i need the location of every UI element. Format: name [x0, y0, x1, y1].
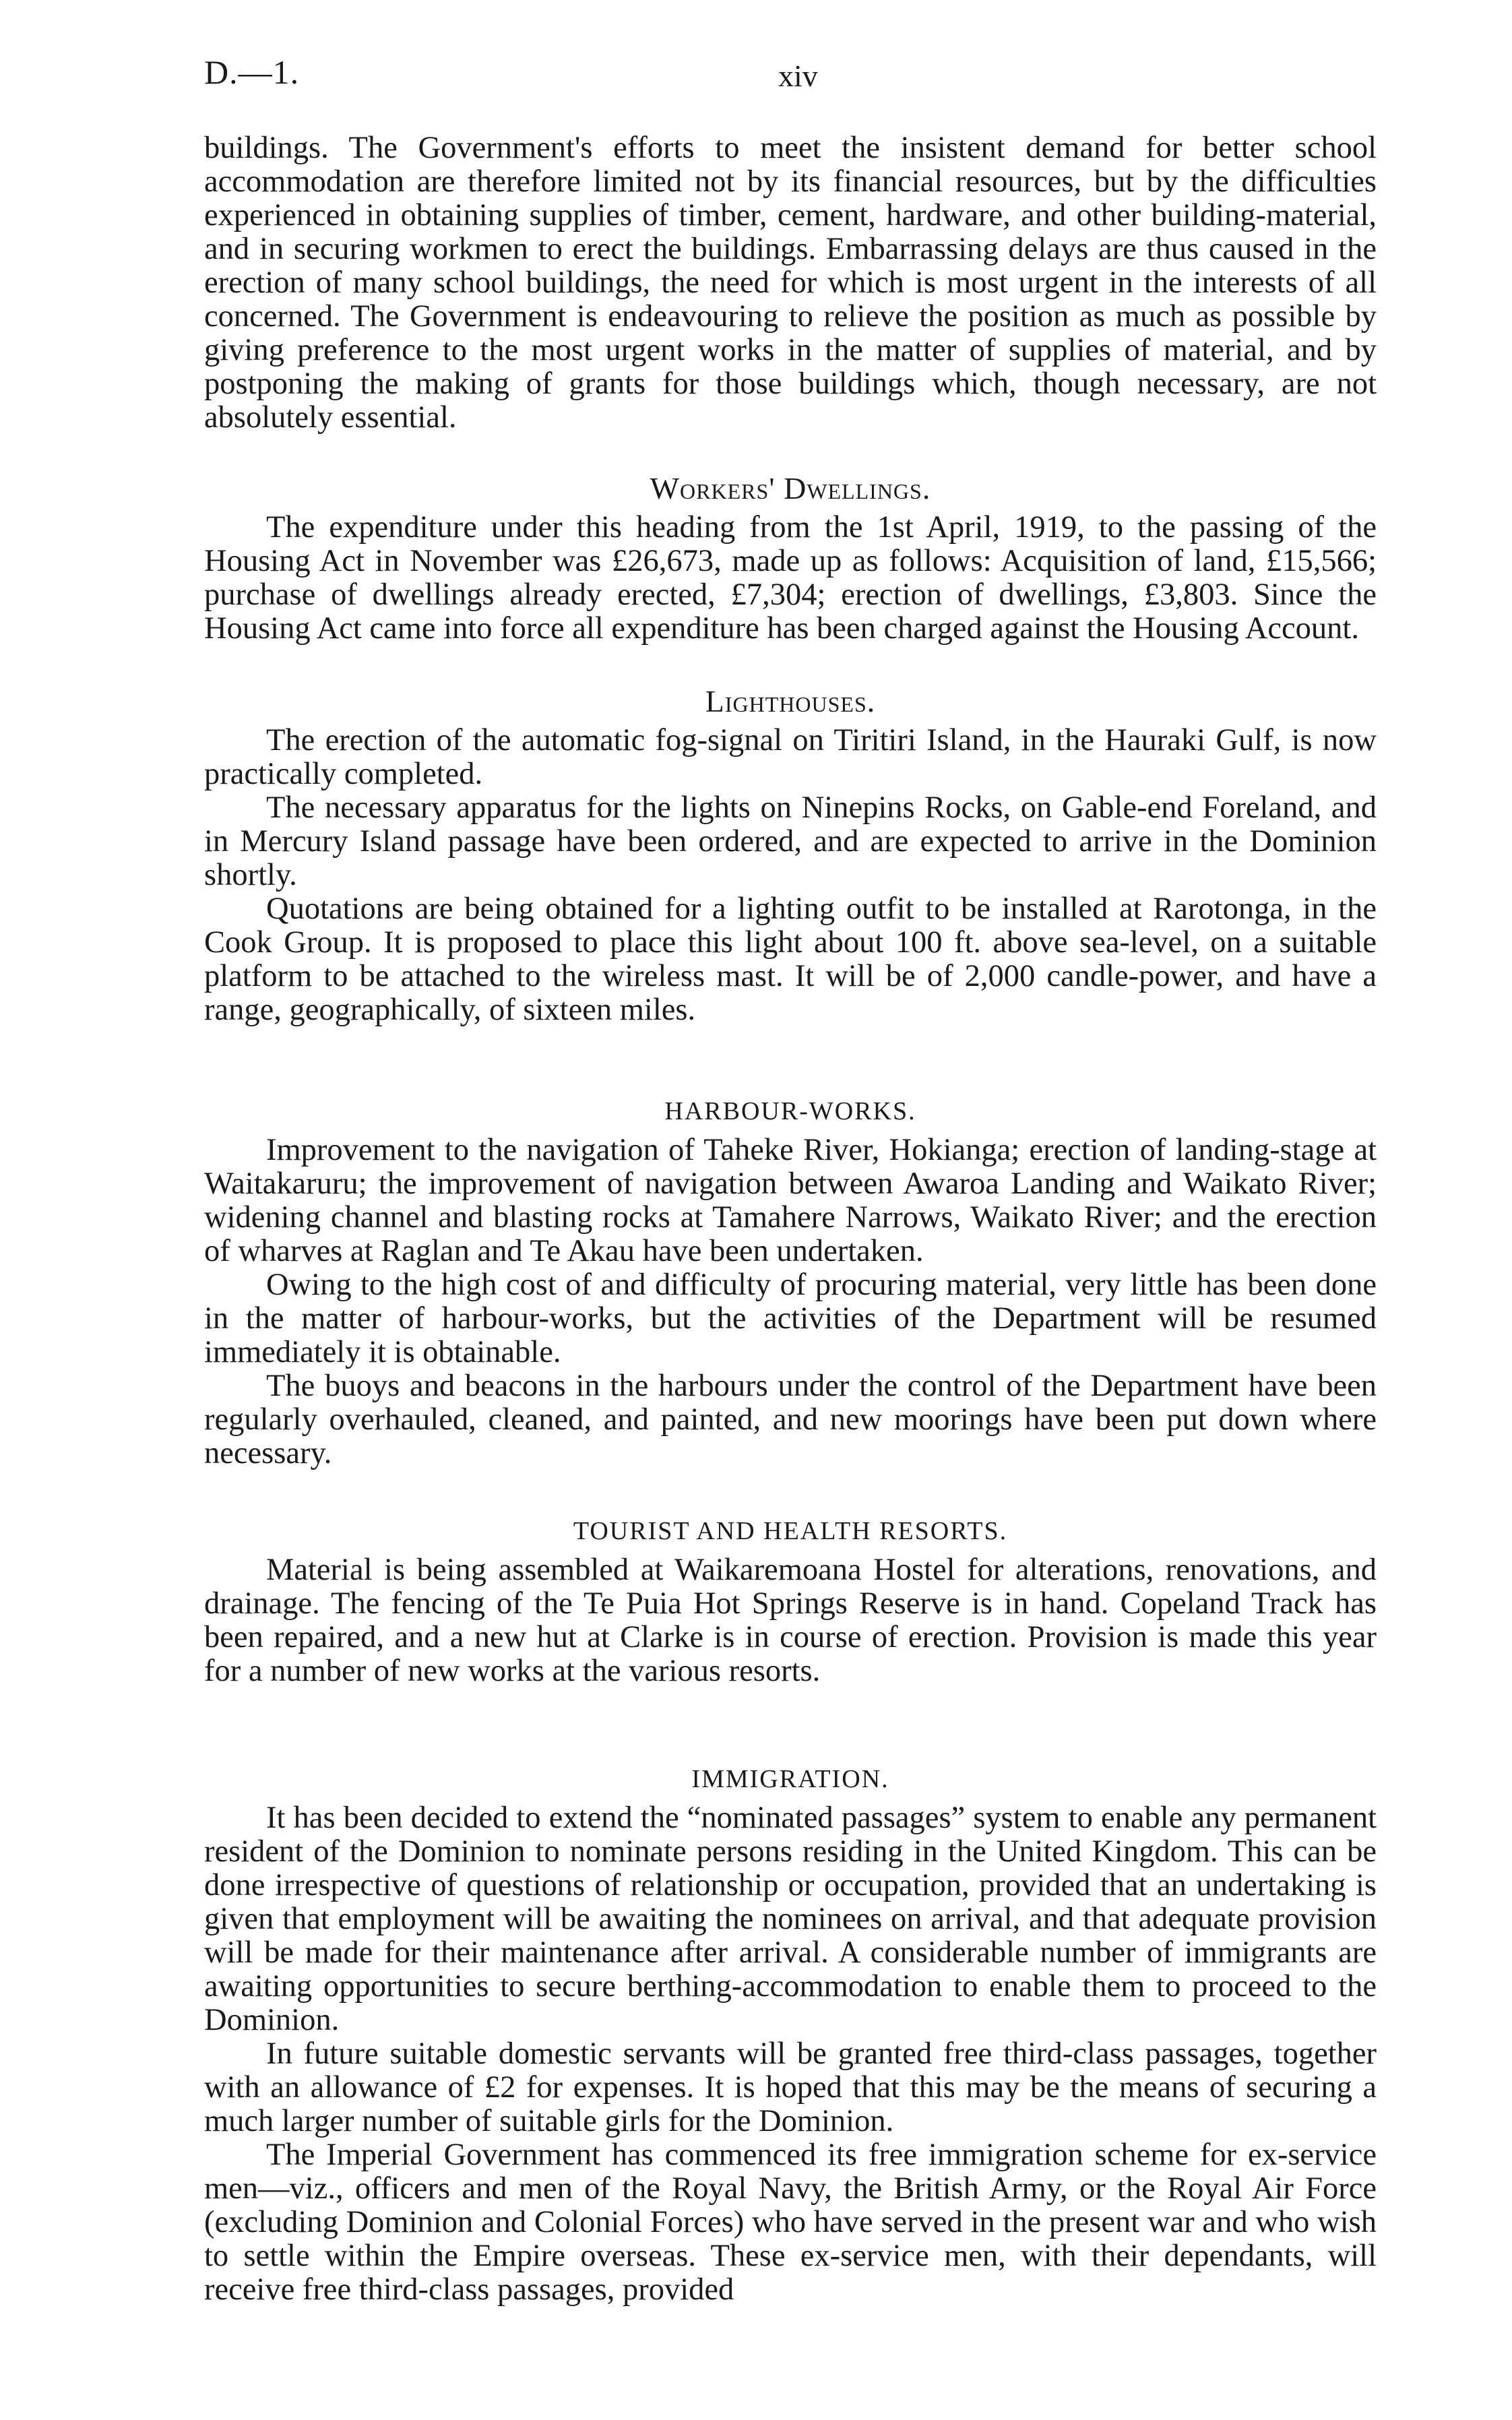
immigration-paragraph-1: It has been decided to extend the “nominated passages” system to enable any permanent resident of the Dominion to nominate persons residing in the United Kingdom. This can be done irrespective of questions of relationship or occupation, provided that an undertaking is given that employment will be awaiting the nominees on arrival, and that adequate provision will be made for their maintenance after arrival. A considerable number of immigrants are awaiting opportunities to secure berthing-accommodation to enable them to proceed to the Dominion.	[204, 1801, 1377, 2037]
immigration-paragraph-3: The Imperial Government has commenced its free immigration scheme for ex-service men—viz., officers and men of the Royal Navy, the British Army, or the Royal Air Force (excluding Dominion and Colonial Forces) who have served in the present war and who wish to settle within the Empire overseas. These ex-service men, with their dependants, will receive free third-class passages, provided	[204, 2138, 1377, 2307]
document-body	[204, 131, 1377, 2307]
tourist-paragraph-1: Material is being assembled at Waikaremoana Hostel for alterations, renovations, and drainage. The fencing of the Te Puia Hot Springs Reserve is in hand. Copeland Track has been repaired, and a new hut at Clarke is in course of erection. Provision is made this year for a number of new works at the various resorts.	[204, 1553, 1377, 1688]
immigration-paragraph-2: In future suitable domestic servants will be granted free third-class passages, together with an allowance of £2 for expenses. It is hoped that this may be the means of securing a much larger number of suitable girls for the Dominion.	[204, 2037, 1377, 2138]
heading-harbour-works: HARBOUR-WORKS.	[664, 1097, 916, 1125]
lighthouses-paragraph-1: The erection of the automatic fog-signal on Tiritiri Island, in the Hauraki Gulf, is now practically completed.	[204, 723, 1377, 791]
heading-workers-dwellings: Workers' Dwellings.	[650, 471, 931, 505]
workers-paragraph-1: The expenditure under this heading from the 1st April, 1919, to the passing of the Housing Act in November was £26,673, made up as follows: Acquisition of land, £15,566; purchase of dwellings already erected, £7,304; erection of dwellings, £3,803. Since the Housing Act came into force all expenditure has been charged against the Housing Account.	[204, 510, 1377, 646]
heading-immigration: IMMIGRATION.	[691, 1765, 889, 1793]
harbour-paragraph-3: The buoys and beacons in the harbours under the control of the Department have been regularly overhauled, cleaned, and painted, and new moorings have been put down where necessary.	[204, 1369, 1377, 1470]
lighthouses-paragraph-3: Quotations are being obtained for a lighting outfit to be installed at Rarotonga, in the Cook Group. It is proposed to place this light about 100 ft. above sea-level, on a suitable platform to be attached to the wireless mast. It will be of 2,000 candle-power, and have a range, geographically, of sixteen miles.	[204, 892, 1377, 1027]
heading-lighthouses: Lighthouses.	[705, 684, 876, 718]
lighthouses-paragraph-2: The necessary apparatus for the lights on Ninepins Rocks, on Gable-end Foreland, and in Mercury Island passage have been ordered, and are expected to arrive in the Dominion shortly.	[204, 790, 1377, 892]
heading-tourist-health-resorts: TOURIST AND HEALTH RESORTS.	[573, 1517, 1008, 1545]
intro-paragraph: buildings. The Government's efforts to meet the insistent demand for better school accommodation are therefore limited not by its financial resources, but by the difficulties experienced in obtaining supplies of timber, cement, hardware, and other building-material, and in securing workmen to erect the buildings. Embarrassing delays are thus caused in the erection of many school buildings, the need for which is most urgent in the interests of all concerned. The Government is endeavouring to relieve the position as much as possible by giving preference to the most urgent works in the matter of supplies of material, and by postponing the making of grants for those buildings which, though necessary, are not absolutely essential.	[204, 131, 1377, 435]
harbour-paragraph-2: Owing to the high cost of and difficulty of procuring material, very little has been done in the matter of harbour-works, but the activities of the Department will be resumed immediately it is obtainable.	[204, 1268, 1377, 1369]
page-number: xiv	[778, 59, 818, 93]
harbour-paragraph-1: Improvement to the navigation of Taheke River, Hokianga; erection of landing-stage at Waitakaruru; the improvement of navigation between Awaroa Landing and Waikato River; widening channel and blasting rocks at Tamahere Narrows, Waikato River; and the erection of wharves at Raglan and Te Akau have been undertaken.	[204, 1133, 1377, 1268]
page-reference: D.—1.	[204, 53, 300, 91]
